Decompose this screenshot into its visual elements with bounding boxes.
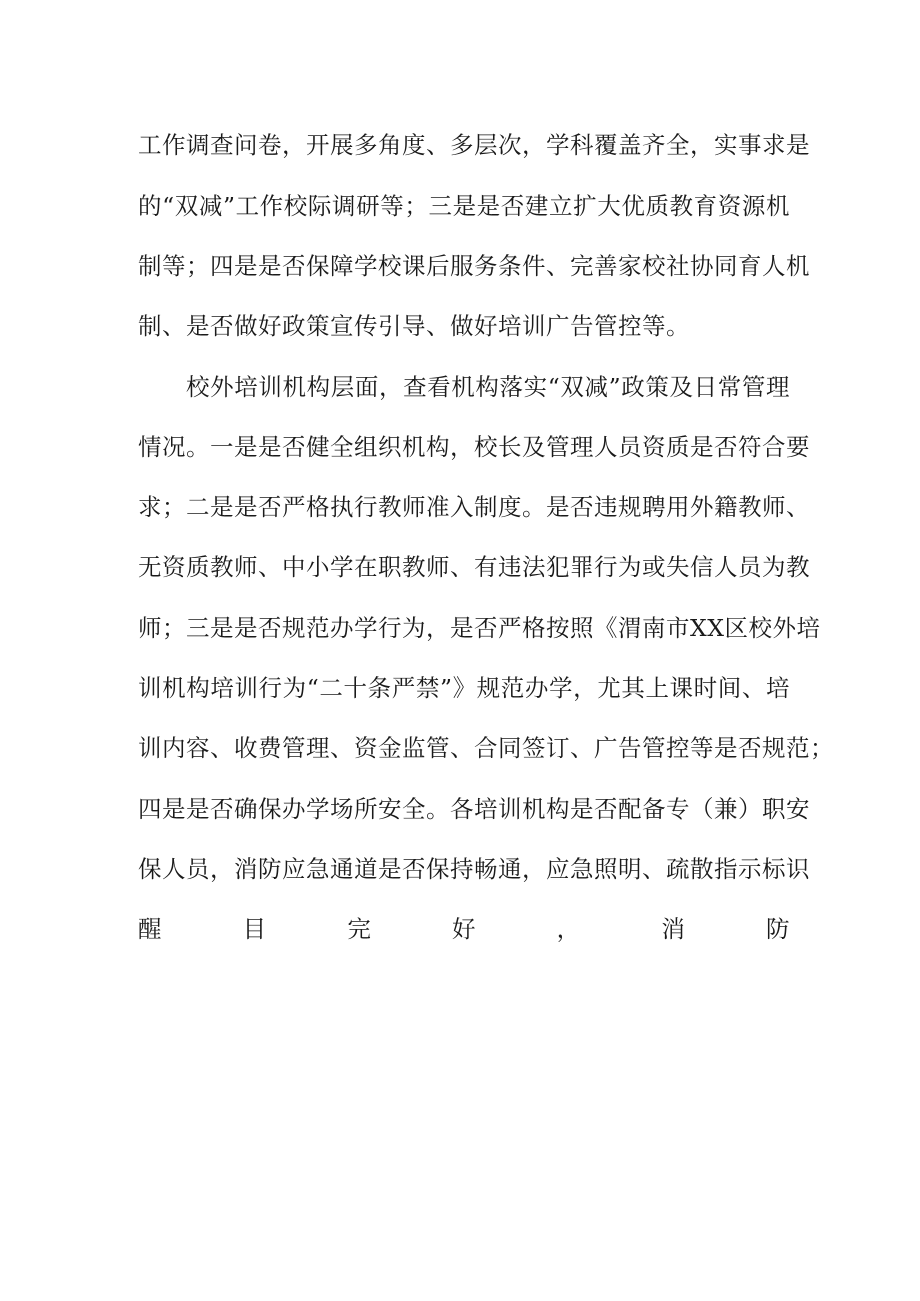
paragraph-line: 训机构培训行为“二十条严禁”》规范办学，尤其上课时间、培 [138,674,790,702]
paragraph-line: 的“双减”工作校际调研等；三是是否建立扩大优质教育资源机 [138,192,790,220]
paragraph-line: 校外培训机构层面，查看机构落实“双减”政策及日常管理 [186,373,790,401]
paragraph-line: 训内容、收费管理、资金监管、合同签订、广告管控等是否规范； [138,734,834,762]
paragraph-line-last: 醒目完好，消防 [138,915,790,943]
paragraph-line: 求；二是是否严格执行教师准入制度。是否违规聘用外籍教师、 [138,493,810,521]
paragraph-line: 情况。一是是否健全组织机构，校长及管理人员资质是否符合要 [138,433,810,461]
paragraph-line: 保人员，消防应急通道是否保持畅通，应急照明、疏散指示标识 [138,855,810,883]
paragraph-line: 师；三是是否规范办学行为，是否严格按照《渭南市XX区校外培 [138,614,821,642]
paragraph-line: 工作调查问卷，开展多角度、多层次，学科覆盖齐全，实事求是 [138,131,810,159]
paragraph-line: 制等；四是是否保障学校课后服务条件、完善家校社协同育人机 [138,252,810,280]
paragraph-line: 无资质教师、中小学在职教师、有违法犯罪行为或失信人员为教 [138,553,810,581]
paragraph-line: 四是是否确保办学场所安全。各培训机构是否配备专（兼）职安 [138,795,810,823]
paragraph-line: 制、是否做好政策宣传引导、做好培训广告管控等。 [138,312,690,340]
